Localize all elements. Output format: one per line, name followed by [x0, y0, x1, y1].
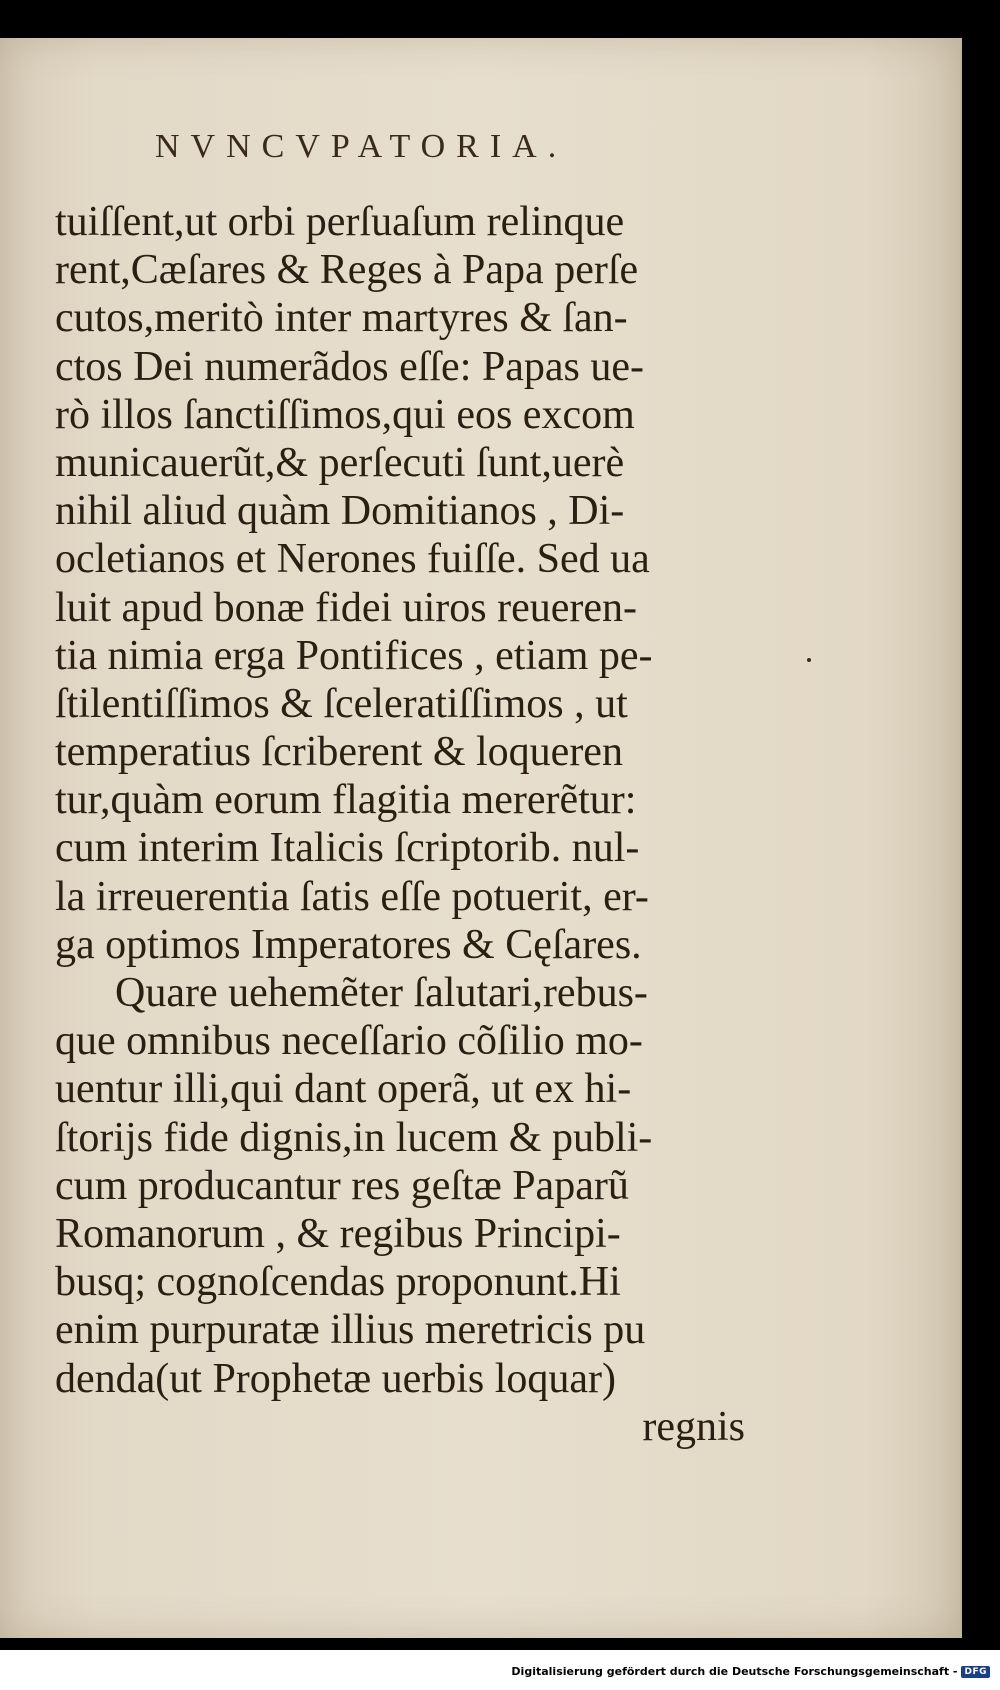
text-line: ſtorijs fide dignis,in lucem & publi- — [55, 1114, 653, 1161]
text-line: uentur illi,qui dant operã, ut ex hi- — [55, 1066, 632, 1113]
text-line: enim purpuratæ illius meretricis pu — [55, 1307, 646, 1354]
text-line: cum interim Italicis ſcriptorib. nul- — [55, 825, 640, 872]
text-line: tia nimia erga Pontifices , etiam pe- — [55, 632, 653, 679]
scan-top-border — [0, 0, 1000, 40]
text-line: busq; cognoſcendas proponunt.Hi — [55, 1259, 621, 1306]
text-line: nihil aliud quàm Domitianos , Di- — [55, 488, 625, 535]
text-line: municauerũt,& perſecuti ſunt,uerè — [55, 439, 625, 486]
paragraph-start-line: Quare uehemẽter ſalutari,rebus- — [115, 970, 648, 1016]
text-line: temperatius ſcriberent & loqueren — [55, 729, 623, 776]
catchword: regnis — [642, 1403, 745, 1450]
text-line: rò illos ſanctiſſimos,qui eos excom — [55, 391, 635, 438]
text-line: tur,quàm eorum flagitia mererẽtur: — [55, 777, 637, 824]
text-line: ocletianos et Nerones fuiſſe. Sed ua — [55, 536, 650, 583]
text-line: la irreuerentia ſatis eſſe potuerit, er- — [55, 873, 649, 920]
text-line: rent,Cæſares & Reges à Papa perſe — [55, 247, 639, 294]
credit-text: Digitalisierung gefördert durch die Deutsche Forschungsgemeinschaft - — [511, 1665, 958, 1678]
dfg-logo: DFG — [961, 1666, 990, 1678]
margin-mark — [807, 658, 811, 662]
text-line: denda(ut Prophetæ uerbis loquar) — [55, 1355, 617, 1402]
text-line: tuiſſent,ut orbi perſuaſum relinque — [55, 199, 625, 245]
text-line: cutos,meritò inter martyres & ſan- — [55, 295, 628, 342]
running-head: NVNCVPATORIA. — [155, 128, 568, 165]
text-line: ga optimos Imperatores & Cęſares. — [55, 921, 642, 968]
text-line: ſtilentiſſimos & ſceleratiſſimos , ut — [55, 680, 628, 727]
digitization-credit — [511, 1665, 990, 1678]
text-line: que omnibus neceſſario cõſilio mo- — [55, 1018, 643, 1065]
text-line: Romanorum , & regibus Principi- — [55, 1210, 621, 1257]
text-line: luit apud bonæ fidei uiros reueren- — [55, 584, 638, 631]
book-page — [0, 38, 962, 1638]
text-line: ctos Dei numerãdos eſſe: Papas ue- — [55, 343, 644, 390]
text-line: cum producantur res geſtæ Paparũ — [55, 1162, 629, 1209]
text-block — [55, 198, 755, 1451]
